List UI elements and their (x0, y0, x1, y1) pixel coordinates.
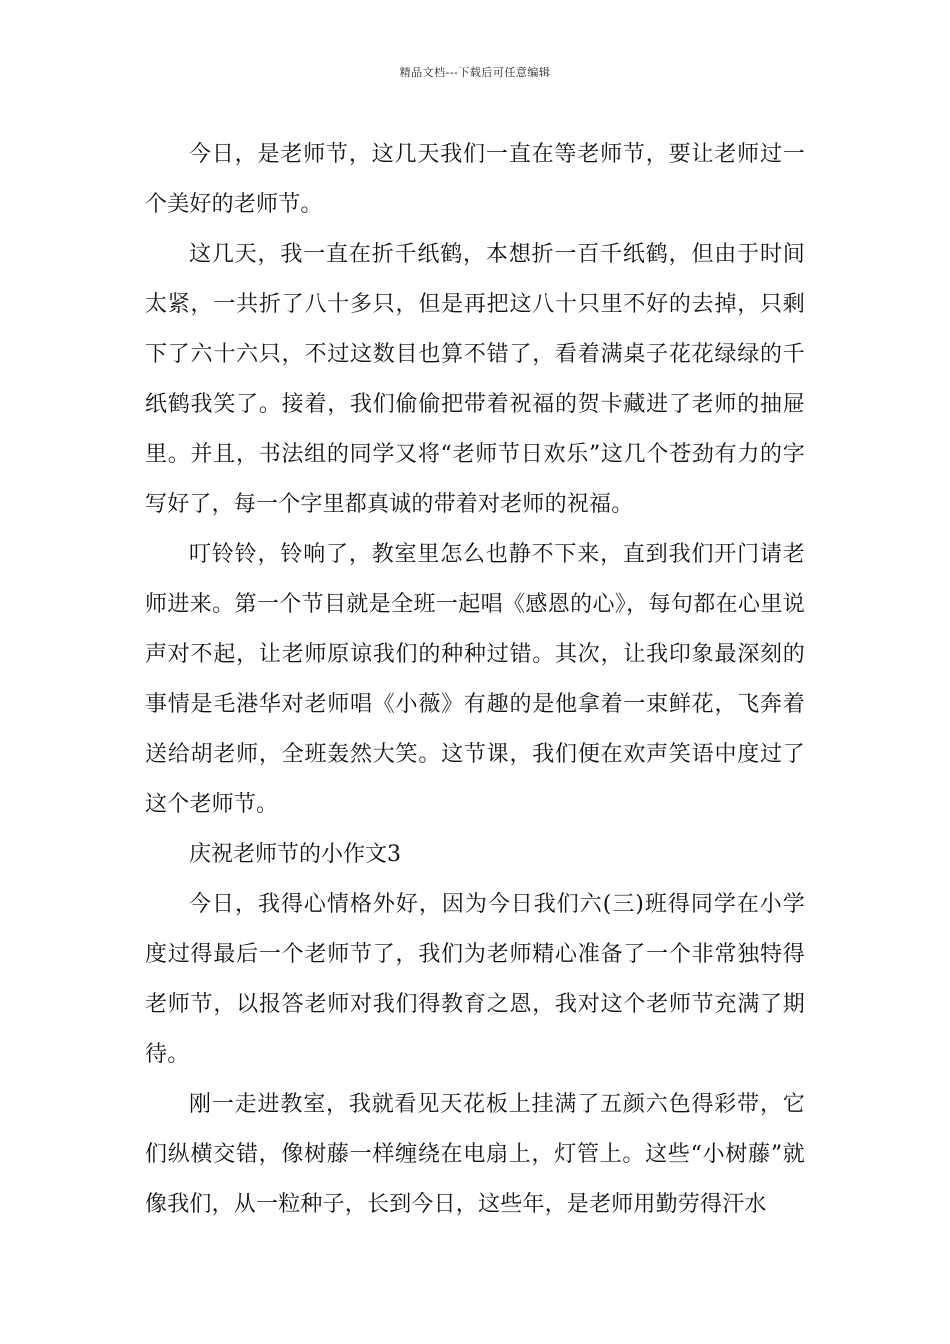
paragraph: 刚一走进教室，我就看见天花板上挂满了五颜六色得彩带，它们纵横交错，像树藤一样缠绕在电扇上，灯管上。这些“小树藤”就像我们，从一粒种子，长到今日，这些年，是老师用勤劳得汗水 (145, 1092, 805, 1217)
paragraph: 叮铃铃，铃响了，教室里怎么也静不下来，直到我们开门请老师进来。第一个节目就是全班一起唱《感恩的心》，每句都在心里说声对不起，让老师原谅我们的种种过错。其次，让我印象最深刻的事情是毛港华对老师唱《小薇》有趣的是他拿着一束鲜花，飞奔着送给胡老师，全班轰然大笑。这节课，我们便在欢声笑语中度过了这个老师节。 (145, 542, 805, 817)
page-header: 精品文档---下载后可任意编辑 (399, 66, 551, 79)
section-heading: 庆祝老师节的小作文3 (189, 842, 401, 867)
paragraph: 今日，是老师节，这几天我们一直在等老师节，要让老师过一个美好的老师节。 (145, 142, 805, 217)
document-body (145, 130, 805, 1230)
paragraph: 今日，我得心情格外好，因为今日我们六(三)班得同学在小学度过得最后一个老师节了，我们为老师精心准备了一个非常独特得老师节，以报答老师对我们得教育之恩，我对这个老师节充满了期待。 (145, 892, 805, 1067)
paragraph: 这几天，我一直在折千纸鹤，本想折一百千纸鹤，但由于时间太紧，一共折了八十多只，但是再把这八十只里不好的去掉，只剩下了六十六只，不过这数目也算不错了，看着满桌子花花绿绿的千纸鹤我笑了。接着，我们偷偷把带着祝福的贺卡藏进了老师的抽屉里。并且，书法组的同学又将“老师节日欢乐”这几个苍劲有力的字写好了，每一个字里都真诚的带着对老师的祝福。 (145, 242, 805, 517)
